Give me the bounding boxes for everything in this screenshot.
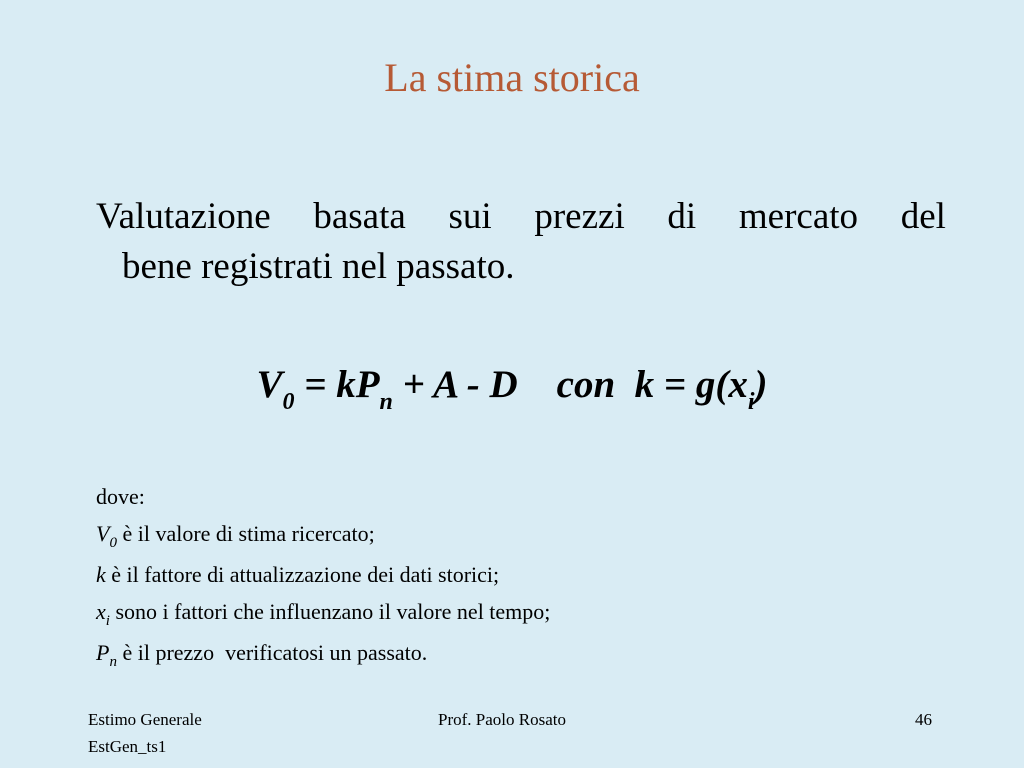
definition-symbol: P bbox=[96, 640, 110, 665]
definitions-heading: dove: bbox=[96, 484, 145, 509]
footer-page-number: 46 bbox=[915, 710, 932, 729]
intro-word: di bbox=[667, 196, 697, 237]
formula-v-subscript: 0 bbox=[282, 389, 295, 415]
definition-symbol-subscript: n bbox=[109, 654, 117, 670]
intro-line-2: bene registrati nel passato. bbox=[122, 246, 515, 287]
definition-text: è il prezzo verificatosi un passato. bbox=[116, 640, 428, 665]
definition-text: è il fattore di attualizzazione dei dati storici; bbox=[105, 562, 500, 587]
formula-p-subscript: n bbox=[379, 389, 393, 415]
formula-eq1: = kP bbox=[294, 363, 380, 406]
definition-k bbox=[96, 556, 550, 593]
definition-pn bbox=[96, 634, 550, 675]
intro-word: mercato bbox=[738, 196, 859, 237]
intro-line-1 bbox=[96, 192, 946, 242]
definition-symbol-subscript: i bbox=[105, 613, 110, 629]
formula-x-subscript: i bbox=[747, 389, 755, 415]
footer-author: Prof. Paolo Rosato bbox=[438, 710, 566, 729]
definitions-list bbox=[96, 478, 550, 675]
definition-symbol: x bbox=[96, 599, 106, 624]
footer-course-code: EstGen_ts1 bbox=[88, 737, 167, 756]
definition-symbol: k bbox=[96, 562, 106, 587]
intro-word: Valutazione bbox=[96, 196, 271, 237]
footer-course bbox=[88, 706, 202, 760]
intro-word: prezzi bbox=[534, 196, 625, 237]
formula-rest: + A - D con k = g(x bbox=[392, 363, 748, 406]
intro-paragraph bbox=[96, 192, 946, 292]
intro-word: basata bbox=[313, 196, 406, 237]
footer-course-name: Estimo Generale bbox=[88, 710, 202, 729]
definition-text: sono i fattori che influenzano il valore nel tempo; bbox=[109, 599, 551, 624]
intro-word: sui bbox=[448, 196, 492, 237]
definition-text: è il valore di stima ricercato; bbox=[116, 521, 375, 546]
intro-word: del bbox=[900, 196, 946, 237]
definition-v0 bbox=[96, 515, 550, 556]
formula-v: V bbox=[256, 363, 283, 406]
formula-close: ) bbox=[754, 363, 768, 406]
definition-symbol-subscript: 0 bbox=[109, 535, 117, 551]
definition-symbol: V bbox=[96, 521, 110, 546]
slide-title: La stima storica bbox=[384, 55, 640, 100]
definition-xi bbox=[96, 593, 550, 634]
formula bbox=[0, 362, 1024, 415]
